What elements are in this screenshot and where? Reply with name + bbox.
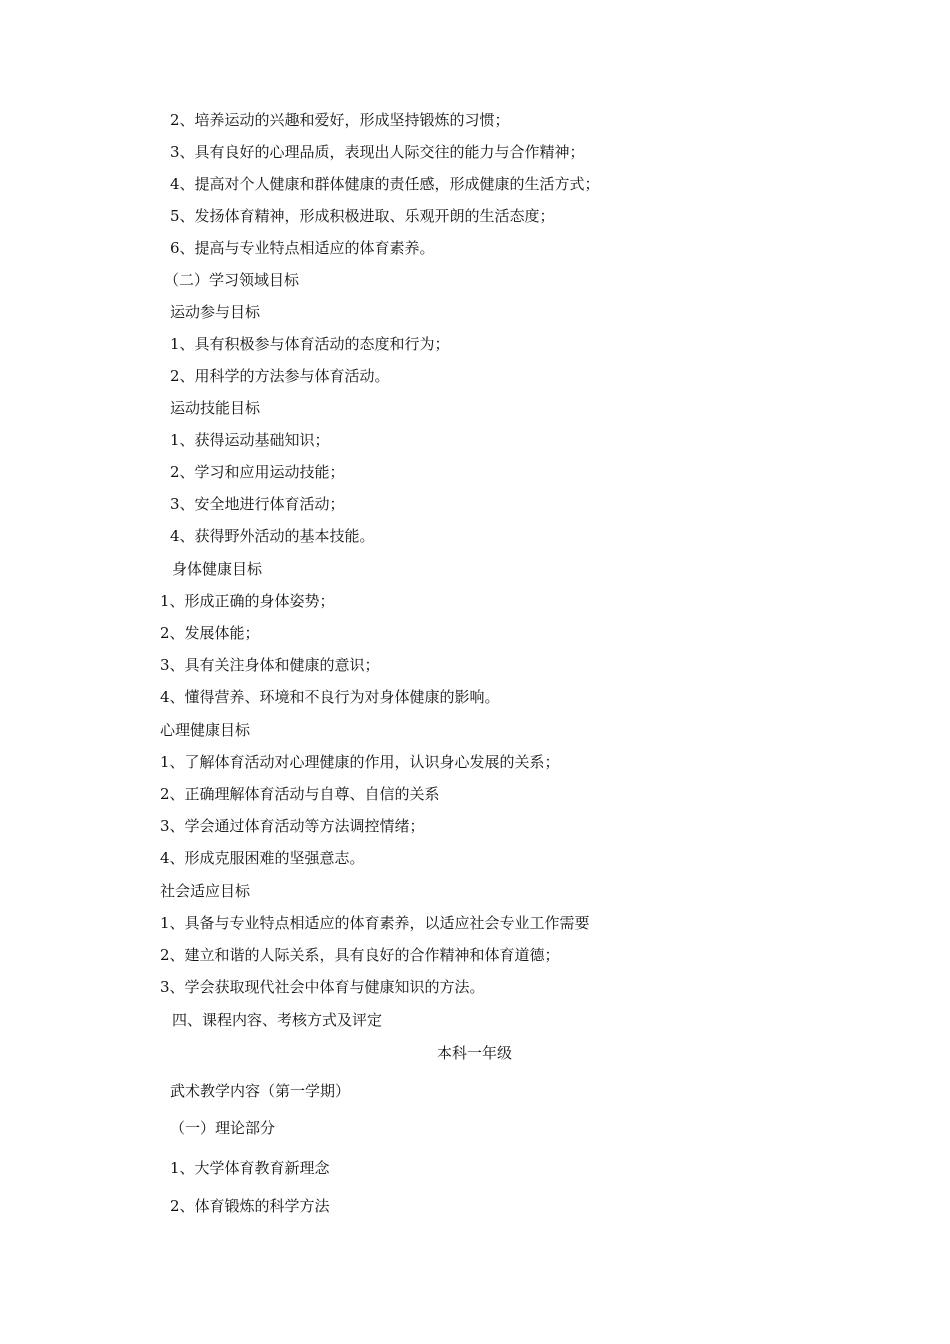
grade-title: 本科一年级 (437, 1044, 513, 1062)
skills-item: 3、安全地进行体育活动； (170, 495, 345, 513)
goal-item: 2、培养运动的兴趣和爱好，形成坚持锻炼的习惯； (170, 111, 510, 129)
mental-health-item: 3、学会通过体育活动等方法调控情绪； (160, 817, 425, 835)
section-heading-course-content: 四、课程内容、考核方式及评定 (172, 1011, 383, 1029)
subsection-title-mental-health: 心理健康目标 (160, 721, 251, 739)
physical-health-item: 4、懂得营养、环境和不良行为对身体健康的影响。 (160, 688, 500, 706)
participation-item: 1、具有积极参与体育活动的态度和行为； (170, 335, 450, 353)
skills-item: 2、学习和应用运动技能； (170, 463, 345, 481)
goal-item: 6、提高与专业特点相适应的体育素养。 (170, 239, 435, 257)
theory-item: 2、体育锻炼的科学方法 (170, 1197, 330, 1215)
goal-item: 3、具有良好的心理品质，表现出人际交往的能力与合作精神； (170, 143, 585, 161)
mental-health-item: 1、了解体育活动对心理健康的作用，认识身心发展的关系； (160, 753, 560, 771)
mental-health-item: 4、形成克服困难的坚强意志。 (160, 849, 365, 867)
term-title: 武术教学内容（第一学期） (170, 1082, 351, 1100)
physical-health-item: 1、形成正确的身体姿势； (160, 592, 335, 610)
physical-health-item: 2、发展体能； (160, 624, 260, 642)
theory-item: 1、大学体育教育新理念 (170, 1159, 330, 1177)
theory-heading: （一）理论部分 (170, 1119, 276, 1137)
subsection-title-physical-health: 身体健康目标 (172, 560, 263, 578)
participation-item: 2、用科学的方法参与体育活动。 (170, 367, 390, 385)
physical-health-item: 3、具有关注身体和健康的意识； (160, 656, 380, 674)
goal-item: 4、提高对个人健康和群体健康的责任感，形成健康的生活方式； (170, 175, 600, 193)
skills-item: 1、获得运动基础知识； (170, 431, 330, 449)
skills-item: 4、获得野外活动的基本技能。 (170, 527, 375, 545)
subsection-title-social-adaptation: 社会适应目标 (160, 882, 251, 900)
social-adaptation-item: 1、具备与专业特点相适应的体育素养，以适应社会专业工作需要 (160, 914, 590, 932)
goal-item: 5、发扬体育精神，形成积极进取、乐观开朗的生活态度； (170, 207, 555, 225)
mental-health-item: 2、正确理解体育活动与自尊、自信的关系 (160, 785, 440, 803)
subsection-title-skills: 运动技能目标 (170, 399, 261, 417)
social-adaptation-item: 2、建立和谐的人际关系，具有良好的合作精神和体育道德； (160, 946, 560, 964)
social-adaptation-item: 3、学会获取现代社会中体育与健康知识的方法。 (160, 978, 485, 996)
section-heading-learning-domain: （二）学习领域目标 (164, 271, 300, 289)
subsection-title-participation: 运动参与目标 (170, 303, 261, 321)
